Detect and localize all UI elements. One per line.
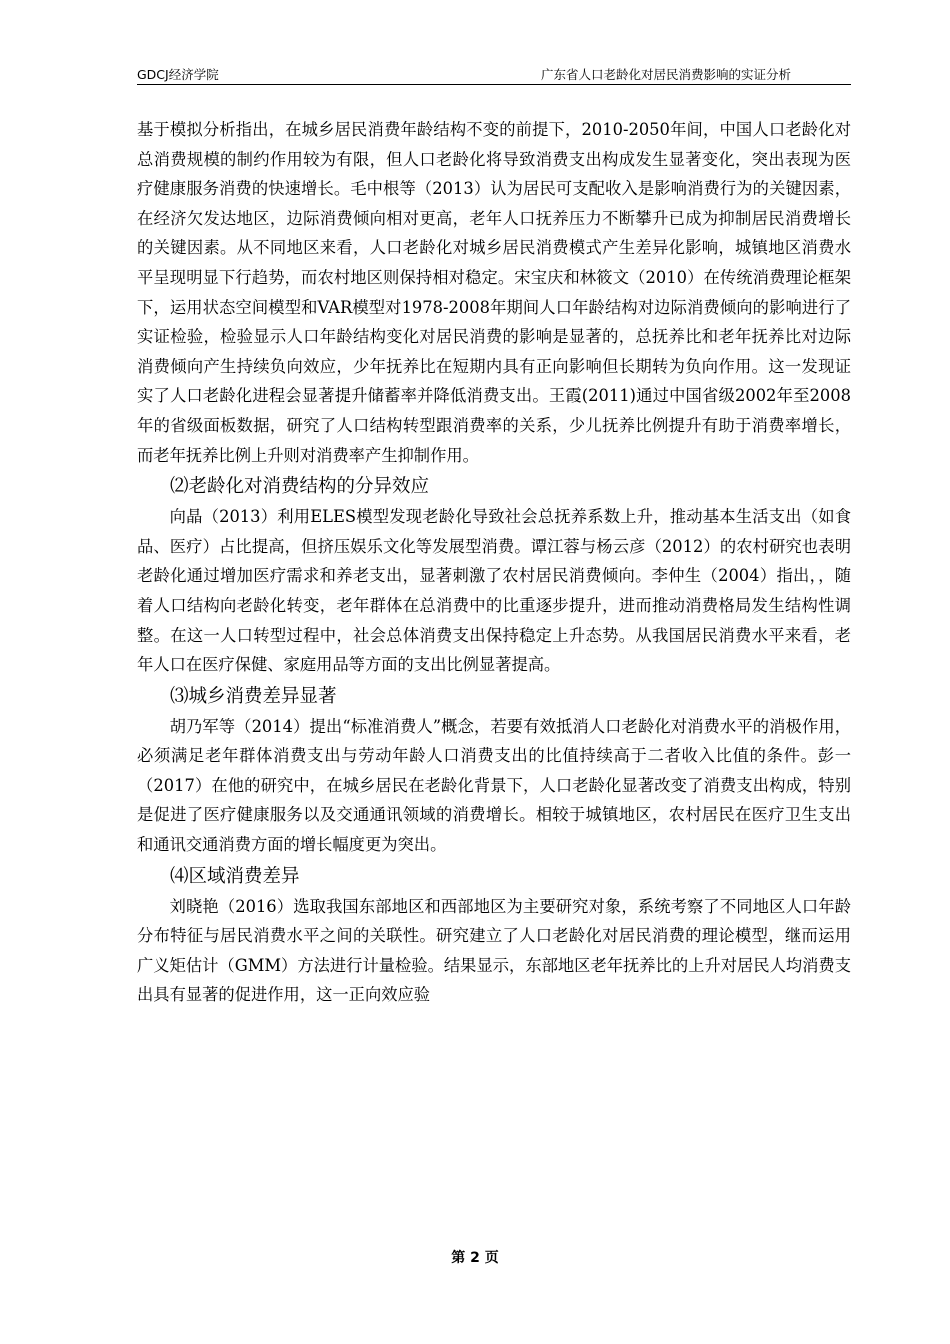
page-header [137, 66, 851, 85]
header-institution: GDCJ经济学院 [137, 67, 219, 82]
paragraph-1: 基于模拟分析指出，在城乡居民消费年龄结构不变的前提下，2010-2050年间，中国人口老龄化对总消费规模的制约作用较为有限，但人口老龄化将导致消费支出构成发生显著变化，突出表现为医疗健康服务消费的快速增长。毛中根等（2013）认为居民可支配收入是影响消费行为的关键因素，在经济欠发达地区，边际消费倾向相对更高，老年人口抚养压力不断攀升已成为抑制居民消费增长的关键因素。从不同地区来看，人口老龄化对城乡居民消费模式产生差异化影响，城镇地区消费水平呈现明显下行趋势，而农村地区则保持相对稳定。宋宝庆和林筱文（2010）在传统消费理论框架下，运用状态空间模型和VAR模型对1978-2008年期间人口年龄结构对边际消费倾向的影响进行了实证检验，检验显示人口年龄结构变化对居民消费的影响是显著的，总抚养比和老年抚养比对边际消费倾向产生持续负向效应，少年抚养比在短期内具有正向影响但长期转为负向作用。这一发现证实了人口老龄化进程会显著提升储蓄率并降低消费支出。王霞(2011)通过中国省级2002年至2008年的省级面板数据，研究了人口结构转型跟消费率的关系，少儿抚养比例提升有助于消费率增长，而老年抚养比例上升则对消费率产生抑制作用。 [137, 120, 851, 465]
paragraph-4: 刘晓艳（2016）选取我国东部地区和西部地区为主要研究对象，系统考察了不同地区人口年龄分布特征与居民消费水平之间的关联性。研究建立了人口老龄化对居民消费的理论模型，继而运用广义矩估计（GMM）方法进行计量检验。结果显示，东部地区老年抚养比的上升对居民人均消费支出具有显著的促进作用，这一正向效应验 [137, 896, 851, 1005]
section-heading-4: ⑷区域消费差异 [170, 865, 300, 887]
section-heading-2: ⑵老龄化对消费结构的分异效应 [170, 476, 430, 498]
page-content [137, 115, 851, 1010]
paragraph-3: 胡乃军等（2014）提出“标准消费人”概念，若要有效抵消人口老龄化对消费水平的消极作用，必须满足老年群体消费支出与劳动年龄人口消费支出的比值持续高于二者收入比值的条件。彭一（2017）在他的研究中，在城乡居民在老龄化背景下，人口老龄化显著改变了消费支出构成，特别是促进了医疗健康服务以及交通通讯领域的消费增长。相较于城镇地区，农村居民在医疗卫生支出和通讯交通消费方面的增长幅度更为突出。 [137, 716, 851, 855]
section-heading-3: ⑶城乡消费差异显著 [170, 685, 337, 707]
header-paper-title: 广东省人口老龄化对居民消费影响的实证分析 [540, 67, 791, 82]
page-number: 第 2 页 [451, 1250, 499, 1266]
paragraph-2: 向晶（2013）利用ELES模型发现老龄化导致社会总抚养系数上升，推动基本生活支出（如食品、医疗）占比提高，但挤压娱乐文化等发展型消费。谭江蓉与杨云彦（2012）的农村研究也表明老龄化通过增加医疗需求和养老支出，显著刺激了农村居民消费倾向。李仲生（2004）指出，，随着人口结构向老龄化转变，老年群体在总消费中的比重逐步提升，进而推动消费格局发生结构性调整。在这一人口转型过程中，社会总体消费支出保持稳定上升态势。从我国居民消费水平来看，老年人口在医疗保健、家庭用品等方面的支出比例显著提高。 [137, 507, 851, 675]
